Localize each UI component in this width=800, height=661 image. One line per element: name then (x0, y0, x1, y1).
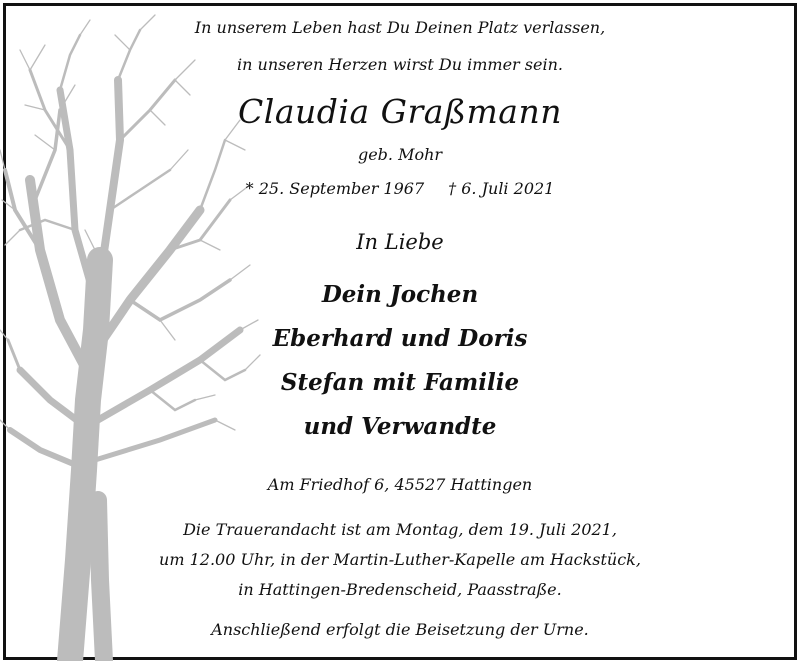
maiden-name: geb. Mohr (357, 145, 443, 164)
deceased-name: Claudia Graßmann (238, 92, 562, 131)
death-date: † 6. Juli 2021 (448, 179, 555, 198)
service-line-1: Die Trauerandacht ist am Montag, dem 19. Juli 2021, (183, 520, 617, 539)
mourners-heading: In Liebe (356, 230, 444, 254)
burial-note: Anschließend erfolgt die Beisetzung der Urne. (211, 620, 589, 639)
service-line-3: in Hattingen-Bredenscheid, Paasstraße. (238, 580, 562, 599)
mourner-name: und Verwandte (303, 413, 497, 440)
intro-line-2: in unseren Herzen wirst Du immer sein. (237, 55, 563, 74)
mourner-name: Stefan mit Familie (280, 369, 520, 396)
life-dates (0, 179, 800, 198)
service-line-2: um 12.00 Uhr, in der Martin-Luther-Kapelle am Hackstück, (159, 550, 641, 569)
address: Am Friedhof 6, 45527 Hattingen (267, 475, 533, 494)
intro-line-1: In unserem Leben hast Du Deinen Platz verlassen, (194, 18, 606, 37)
birth-date: * 25. September 1967 (245, 179, 425, 198)
mourner-name: Eberhard und Doris (272, 325, 528, 352)
mourner-name: Dein Jochen (321, 281, 479, 308)
